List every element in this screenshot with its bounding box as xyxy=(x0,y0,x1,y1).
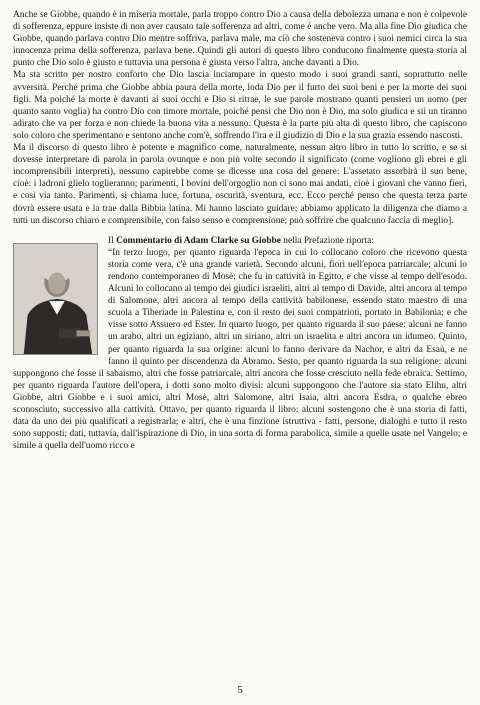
commentary-quote: “In terzo luogo, per quanto riguarda l'epoca in cui lo collocano coloro che ricevono questa storia come vera, c'è una grande varietà. Secondo alcuni, fiorì nell'epoca patriarcale; alcuni lo rendono contemporaneo di Mosè; che fu in cattività in Egitto, e che visse al tempo dell'esodo. Alcuni lo collocano al tempo dei giudici israeliti, altri al tempo di Davide, altri ancora al tempo di Salomone, altri ancora al tempo della cattività babilonese, essendo stato maestro di una scuola a Tiberiade in Palestina e, con il resto dei suoi compatrioti, portato in Babilonia; e che visse sotto Assuero ed Ester. In quarto luogo, per quanto riguarda il suo paese: alcuni ne fanno un arabo, altri un egiziano, altri un siriano, altri un israelita e altri ancora un idumeo. Quinto, per quanto riguarda la sua origine: alcuni lo fanno derivare da Nachor, e altri da Esaù, e ne fanno il quinto per discendenza da Abramo. Sesto, per quanto riguarda la sua religione: alcuni suppongono che fosse il sabaismo, altri che fosse patriarcale, altri ancora che fosse cresciuto nella fede ebraica. Settimo, per quanto riguarda l'autore dell'opera, i dotti sono molto divisi: alcuni suppongono che l'autore sia stato Elihu, altri Giobbe, altri Giobbe e i suoi amici, altri Mosè, altri Salomone, altri Isaia, altri ancora Esdra, o qualche ebreo sconosciuto, successivo alla cattività. Ottavo, per quanto riguarda il libro: alcuni sostengono che è una storia di fatti, data da uno dei più qualificati a registrarla; e altri, che è una finzione istruttiva - fatti, persone, dialoghi e tutto il resto sono supposti; dati, tuttavia, dall'ispirazione di Dio, in una sorta di forma parabolica, simile a quelle usate nel Vangelo; e simile a quella dell'uomo ricco e xyxy=(13,247,467,452)
paragraph-1: Anche se Giobbe, quando è in miseria mortale, parla troppo contro Dio a causa della debolezza umana e non è colpevole di sofferenza, eppure insiste di non aver causato tale sofferenza ad altri, come è anche vero. Ma alla fine Dio giudica che Giobbe, quando parlava contro Dio mentre soffriva, parlava male, ma ciò che sosteneva contro i suoi nemici circa la sua innocenza prima della sofferenza, parlava bene. Quindi gli autori di questo libro conducono finalmente questa storia al punto che Dio solo è giusto e tuttavia una persona è giusta verso l'altra, anche davanti a Dio. xyxy=(13,10,467,69)
commentary-title: Commentario di Adam Clarke su Giobbe xyxy=(116,235,281,246)
intro-suffix: nella Prefazione riporta: xyxy=(280,235,374,246)
paragraph-3: Ma il discorso di questo libro è potente e magnifico come, naturalmente, nessun altro libro in tutto lo scritto, e se si dovesse interpretare di parola in parola ovunque e non più volte secondo il significato (come vogliono gli ebrei e gli incomprensibili interpreti), nessuno capirebbe come se dicesse una cosa del genere: L'assetato assorbirà il suo bene, cioè: i ladroni glielo toglieranno; parimenti, I bovini dell'orgoglio non ci sono mai andati, cioè i giovani che vanno fieri, e così via tanto. Parimenti, si chiama luce, fortuna, oscurità, sventura, ecc. Ecco perché penso che questa terza parte dovrà essere usata e la trae dalla Bibbia latina. Mi hanno lasciato guidare; abbiamo applicato la diligenza che diamo a tutti un discorso chiaro e comprensibile, con falso senso e comprensione; può soffrire che qualcuno faccia di meglio]. xyxy=(13,143,467,226)
intro-prefix: Il xyxy=(108,235,117,246)
page-number: 5 xyxy=(237,684,243,696)
section-clarke-commentary xyxy=(13,235,467,453)
adam-clarke-portrait xyxy=(13,243,98,355)
section-luther-preface xyxy=(13,9,467,227)
paragraph-2: Ma sta scritto per nostro conforto che Dio lascia inciampare in questo modo i suoi grandi santi, soprattutto nelle avversità. Perché prima che Giobbe abbia paura della morte, loda Dio per il furto dei suoi beni e per la morte dei suoi figli. Ma poiché la morte è davanti ai suoi occhi e Dio si ritrae, le sue parole mostrano quanti pensieri un uomo (per quanto santo voglia) ha contro Dio con timore mortale, poiché pensi che Dio non è Dio, ma solo giudica e sii un tiranno adirato che va per forza e non chiede la buona vita a nessuno. Questa è la parte più alta di questo libro, che capiscono solo coloro che sperimentano e sentono anche com'è, soffrendo l'ira e il giudizio di Dio e la sua grazia essendo nascosti. xyxy=(13,70,467,141)
